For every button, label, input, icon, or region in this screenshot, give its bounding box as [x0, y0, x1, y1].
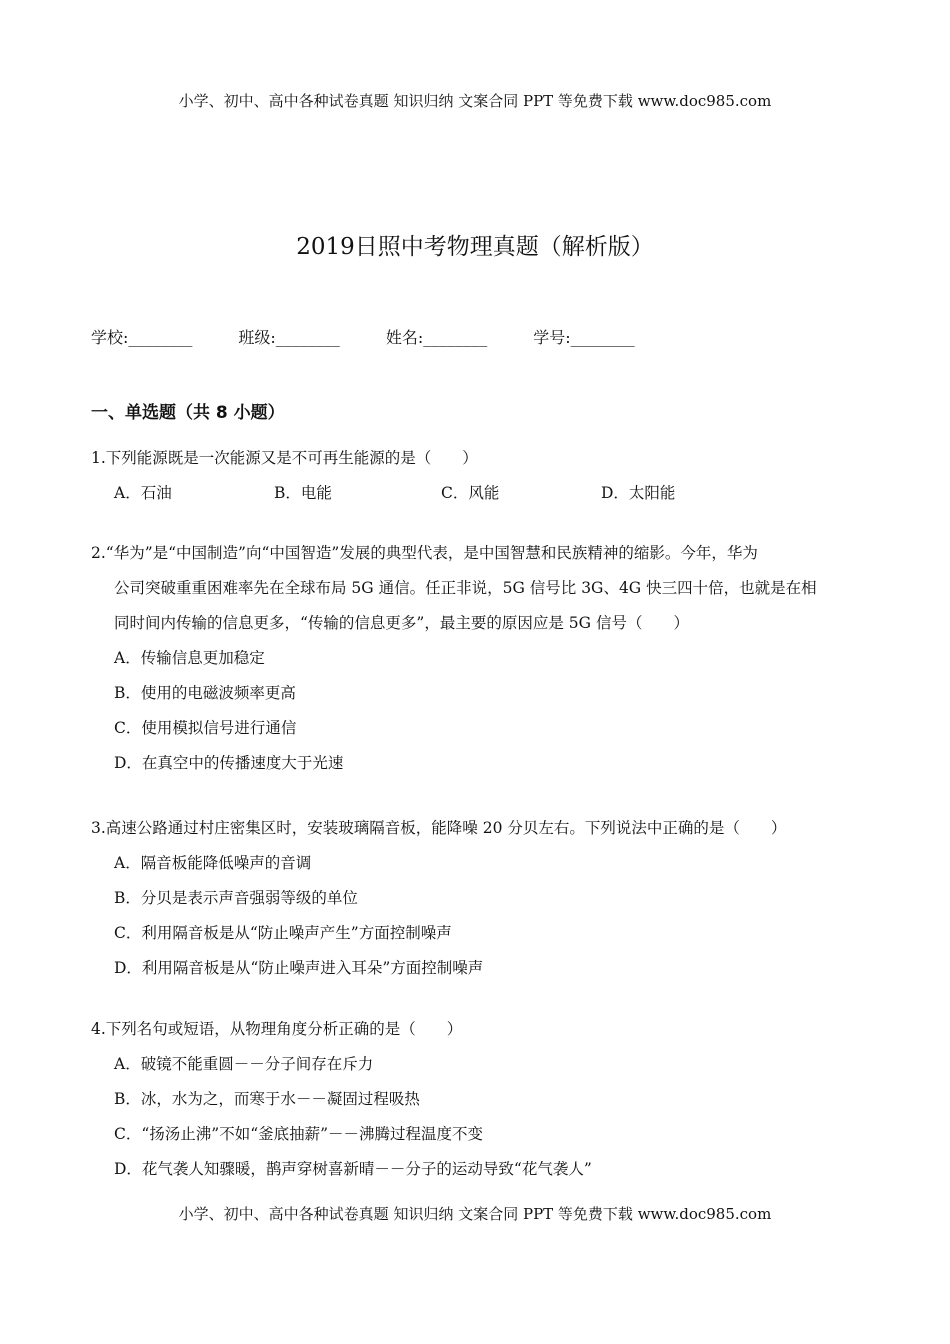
student-info: [91, 325, 681, 348]
option-d[interactable]: D．花气袭人知骤暖，鹊声穿树喜新晴－－分子的运动导致“花气袭人”: [114, 1160, 592, 1178]
page-footer: 小学、初中、高中各种试卷真题 知识归纳 文案合同 PPT 等免费下载 www.doc985.com: [178, 1205, 772, 1223]
option-b[interactable]: B．使用的电磁波频率更高: [114, 684, 296, 702]
question-stem: 4.下列名句或短语，从物理角度分析正确的是（ ）: [91, 1020, 463, 1038]
option-a[interactable]: A．石油: [114, 484, 172, 502]
question-4: [91, 1012, 592, 1187]
question-stem-cont: 同时间内传输的信息更多，“传输的信息更多”，最主要的原因应是 5G 信号（ ）: [114, 614, 689, 632]
option-a[interactable]: A．传输信息更加稳定: [114, 649, 265, 667]
question-2: [91, 536, 817, 781]
school-field[interactable]: 学校:________: [91, 328, 193, 347]
question-1: [91, 441, 675, 511]
option-d[interactable]: D．利用隔音板是从“防止噪声进入耳朵”方面控制噪声: [114, 959, 484, 977]
option-c[interactable]: C．利用隔音板是从“防止噪声产生”方面控制噪声: [114, 924, 452, 942]
option-b[interactable]: B．电能: [274, 484, 332, 502]
option-a[interactable]: A．破镜不能重圆－－分子间存在斥力: [114, 1055, 374, 1073]
question-stem-cont: 公司突破重重困难率先在全球布局 5G 通信。任正非说，5G 信号比 3G、4G 快三四十倍，也就是在相: [114, 579, 817, 597]
question-stem: 3.高速公路通过村庄密集区时，安装玻璃隔音板，能降噪 20 分贝左右。下列说法中正确的是（ ）: [91, 819, 787, 837]
question-stem: 1.下列能源既是一次能源又是不可再生能源的是（ ）: [91, 449, 478, 467]
class-field[interactable]: 班级:________: [238, 328, 340, 347]
number-field[interactable]: 学号:________: [533, 328, 635, 347]
option-d[interactable]: D．在真空中的传播速度大于光速: [114, 754, 344, 772]
option-d[interactable]: D．太阳能: [601, 484, 676, 502]
name-field[interactable]: 姓名:________: [385, 328, 488, 347]
option-b[interactable]: B．分贝是表示声音强弱等级的单位: [114, 889, 358, 907]
option-a[interactable]: A．隔音板能降低噪声的音调: [114, 854, 312, 872]
question-3: [91, 811, 786, 986]
option-c[interactable]: C．“扬汤止沸”不如“釜底抽薪”－－沸腾过程温度不变: [114, 1125, 484, 1143]
option-b[interactable]: B．冰，水为之，而寒于水－－凝固过程吸热: [114, 1090, 420, 1108]
options-row: [91, 476, 675, 511]
page-header: 小学、初中、高中各种试卷真题 知识归纳 文案合同 PPT 等免费下载 www.doc985.com: [178, 92, 772, 110]
section-heading: 一、单选题（共 8 小题）: [91, 403, 285, 423]
option-c[interactable]: C．风能: [441, 484, 500, 502]
document-title: 2019日照中考物理真题（解析版）: [296, 234, 654, 260]
option-c[interactable]: C．使用模拟信号进行通信: [114, 719, 297, 737]
question-stem: 2.“华为”是“中国制造”向“中国智造”发展的典型代表，是中国智慧和民族精神的缩影。今年，华为: [91, 544, 758, 562]
